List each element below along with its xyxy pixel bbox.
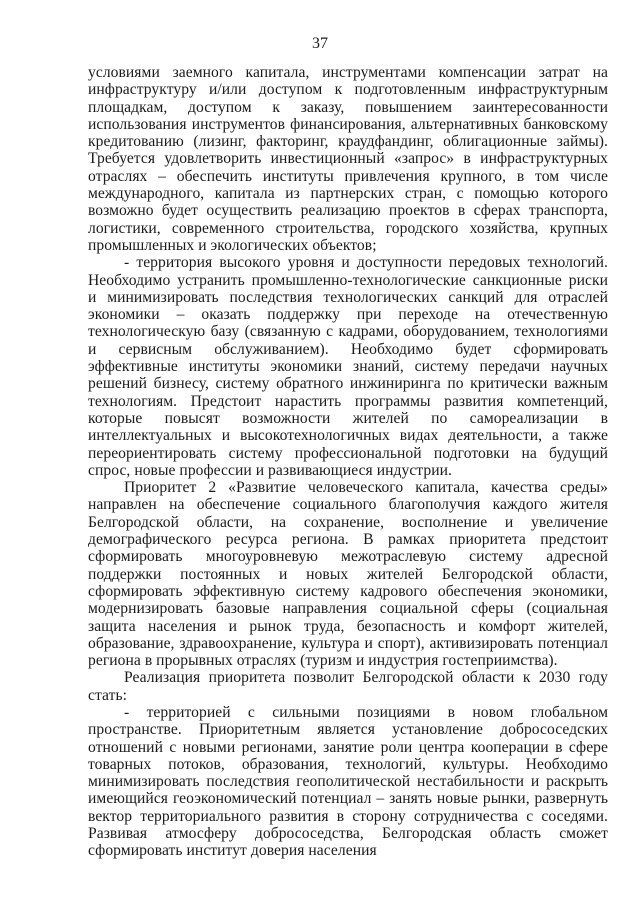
paragraph-priority-2: Приоритет 2 «Развитие человеческого капитала, качества среды» направлен на обеспечение социального благополучия каждого жителя Белгородской области, на сохранение, восполнение и увеличение демографического ресурса региона. В рамках приоритета предстоит сформировать многоуровневую межотраслевую систему адресной поддержки постоянных и новых жителей Белгородской области, сформировать эффективную систему кадрового обеспечения экономики, модернизировать базовые направления социальной сферы (социальная защита населения и рынок труда, безопасность и комфорт жителей, образование, здравоохранение, культура и спорт), активизировать потенциал региона в прорывных отраслях (туризм и индустрия гостеприимства). <box>88 479 608 670</box>
page-number: 37 <box>312 35 328 52</box>
paragraph-global-positions: - территорией с сильными позициями в новом глобальном пространстве. Приоритетным является установление добрососедских отношений с новыми регионами, занятие роли центра кооперации в сфере товарных потоков, образования, технологий, культуры. Необходимо минимизировать последствия геополитической нестабильности и раскрыть имеющийся геоэкономический потенциал – занять новые рынки, развернуть вектор территориального развития в сторону сотрудничества с соседями. Развивая атмосферу добрососедства, Белгородская область сможет сформировать институт доверия населения <box>88 703 608 860</box>
paragraph-technology-territory: - территория высокого уровня и доступности передовых технологий. Необходимо устранить промышленно-технологические санкционные риски и минимизировать последствия технологических санкций для отраслей экономики – оказать поддержку при переходе на отечественную технологическую базу (связанную с кадрами, оборудованием, технологиями и сервисным обслуживанием). Необходимо будет сформировать эффективные институты экономики знаний, систему передачи научных решений бизнесу, систему обратного инжиниринга по критически важным технологиям. Предстоит нарастить программы развития компетенций, которые повысят возможности жителей по самореализации в интеллектуальных и высокотехнологичных видах деятельности, а также переориентировать систему профессиональной подготовки на будущий спрос, новые профессии и развивающиеся индустрии. <box>88 254 608 479</box>
paragraph-priority-2-outcome-intro: Реализация приоритета позволит Белгородской области к 2030 году стать: <box>88 669 608 704</box>
page-body <box>88 64 608 860</box>
paragraph-investment-continuation: условиями заемного капитала, инструментами компенсации затрат на инфраструктуру и/или доступом к подготовленным инфраструктурным площадкам, доступом к заказу, повышением заинтересованности использования инструментов финансирования, альтернативных банковскому кредитованию (лизинг, факторинг, краудфандинг, облигационные займы). Требуется удовлетворить инвестиционный «запрос» в инфраструктурных отраслях – обеспечить институты привлечения крупного, в том числе международного, капитала из партнерских стран, с помощью которого возможно будет осуществить реализацию проектов в сферах транспорта, логистики, современного строительства, городского хозяйства, крупных промышленных и экологических объектов; <box>88 64 608 254</box>
